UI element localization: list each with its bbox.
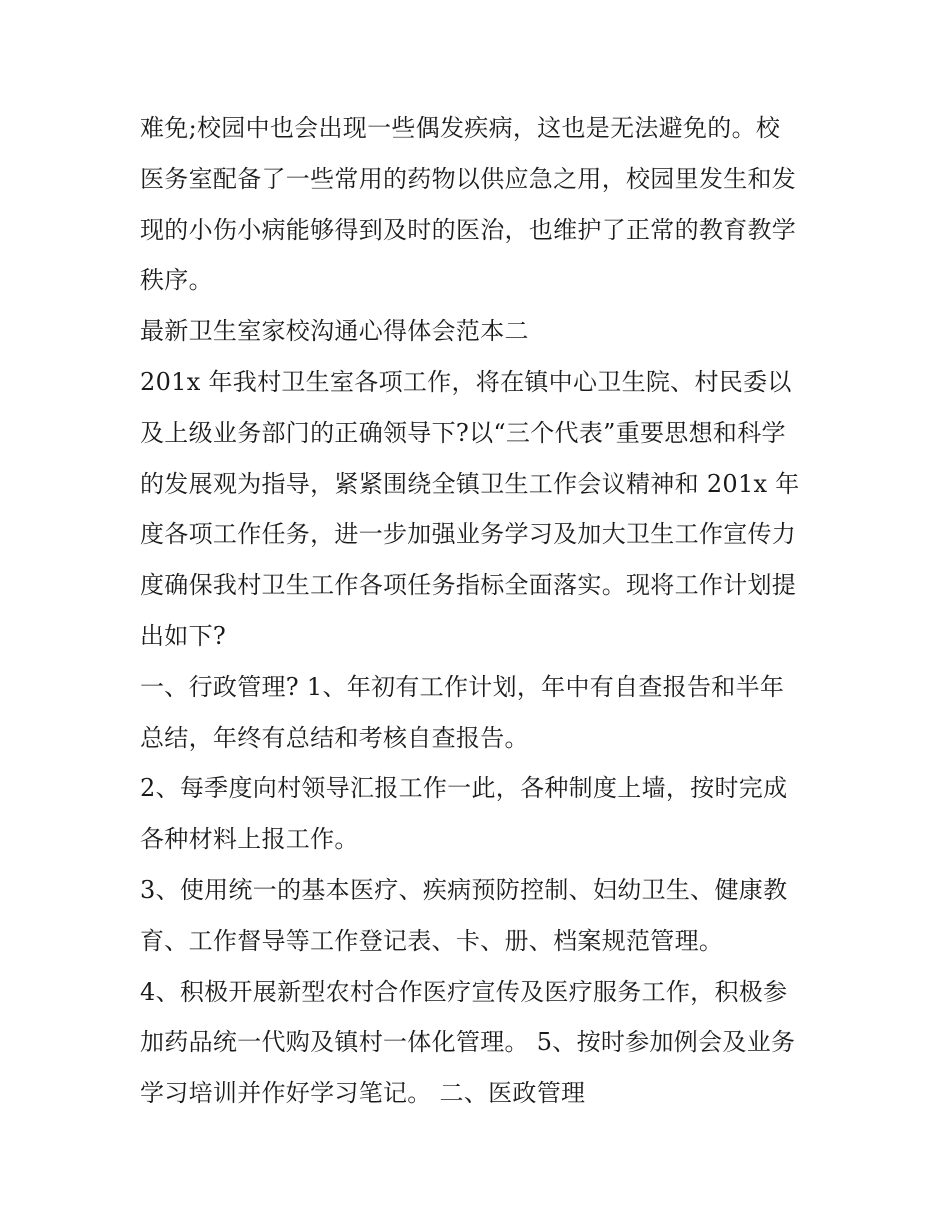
text-line: 总结，年终有总结和考核自查报告。 <box>140 723 529 752</box>
text-line: 2、每季度向村领导汇报工作一此，各种制度上墙，按时完成 <box>140 774 788 803</box>
section-heading: 最新卫生室家校沟通心得体会范本二 <box>140 317 529 346</box>
text-line: 各种材料上报工作。 <box>140 825 359 854</box>
text-line: 及上级业务部门的正确领导下?以“三个代表”重要思想和科学 <box>140 418 786 447</box>
text-line: 度各项工作任务，进一步加强业务学习及加大卫生工作宣传力 <box>140 520 797 549</box>
text-line: 现的小伤小病能够得到及时的医治，也维护了正常的教育教学 <box>140 215 797 244</box>
text-line: 一、行政管理? 1、年初有工作计划，年中有自查报告和半年 <box>140 672 785 701</box>
text-line: 难免;校园中也会出现一些偶发疾病，这也是无法避免的。校 <box>140 114 781 142</box>
document-body <box>140 103 820 1119</box>
text-line: 201x 年我村卫生室各项工作，将在镇中心卫生院、村民委以 <box>140 367 792 396</box>
text-line: 4、积极开展新型农村合作医疗宣传及医疗服务工作，积极参 <box>140 977 788 1006</box>
text-line: 秩序。 <box>140 266 213 295</box>
text-line: 学习培训并作好学习笔记。 二、医政管理 <box>140 1079 586 1108</box>
text-line: 加药品统一代购及镇村一体化管理。 5、按时参加例会及业务 <box>140 1028 796 1057</box>
text-line: 3、使用统一的基本医疗、疾病预防控制、妇幼卫生、健康教 <box>140 875 788 904</box>
text-line: 的发展观为指导，紧紧围绕全镇卫生工作会议精神和 201x 年 <box>140 469 800 498</box>
text-line: 度确保我村卫生工作各项任务指标全面落实。现将工作计划提 <box>140 571 797 600</box>
text-line: 出如下? <box>140 621 227 650</box>
text-line: 医务室配备了一些常用的药物以供应急之用，校园里发生和发 <box>140 164 797 193</box>
text-line: 育、工作督导等工作登记表、卡、册、档案规范管理。 <box>140 926 724 955</box>
